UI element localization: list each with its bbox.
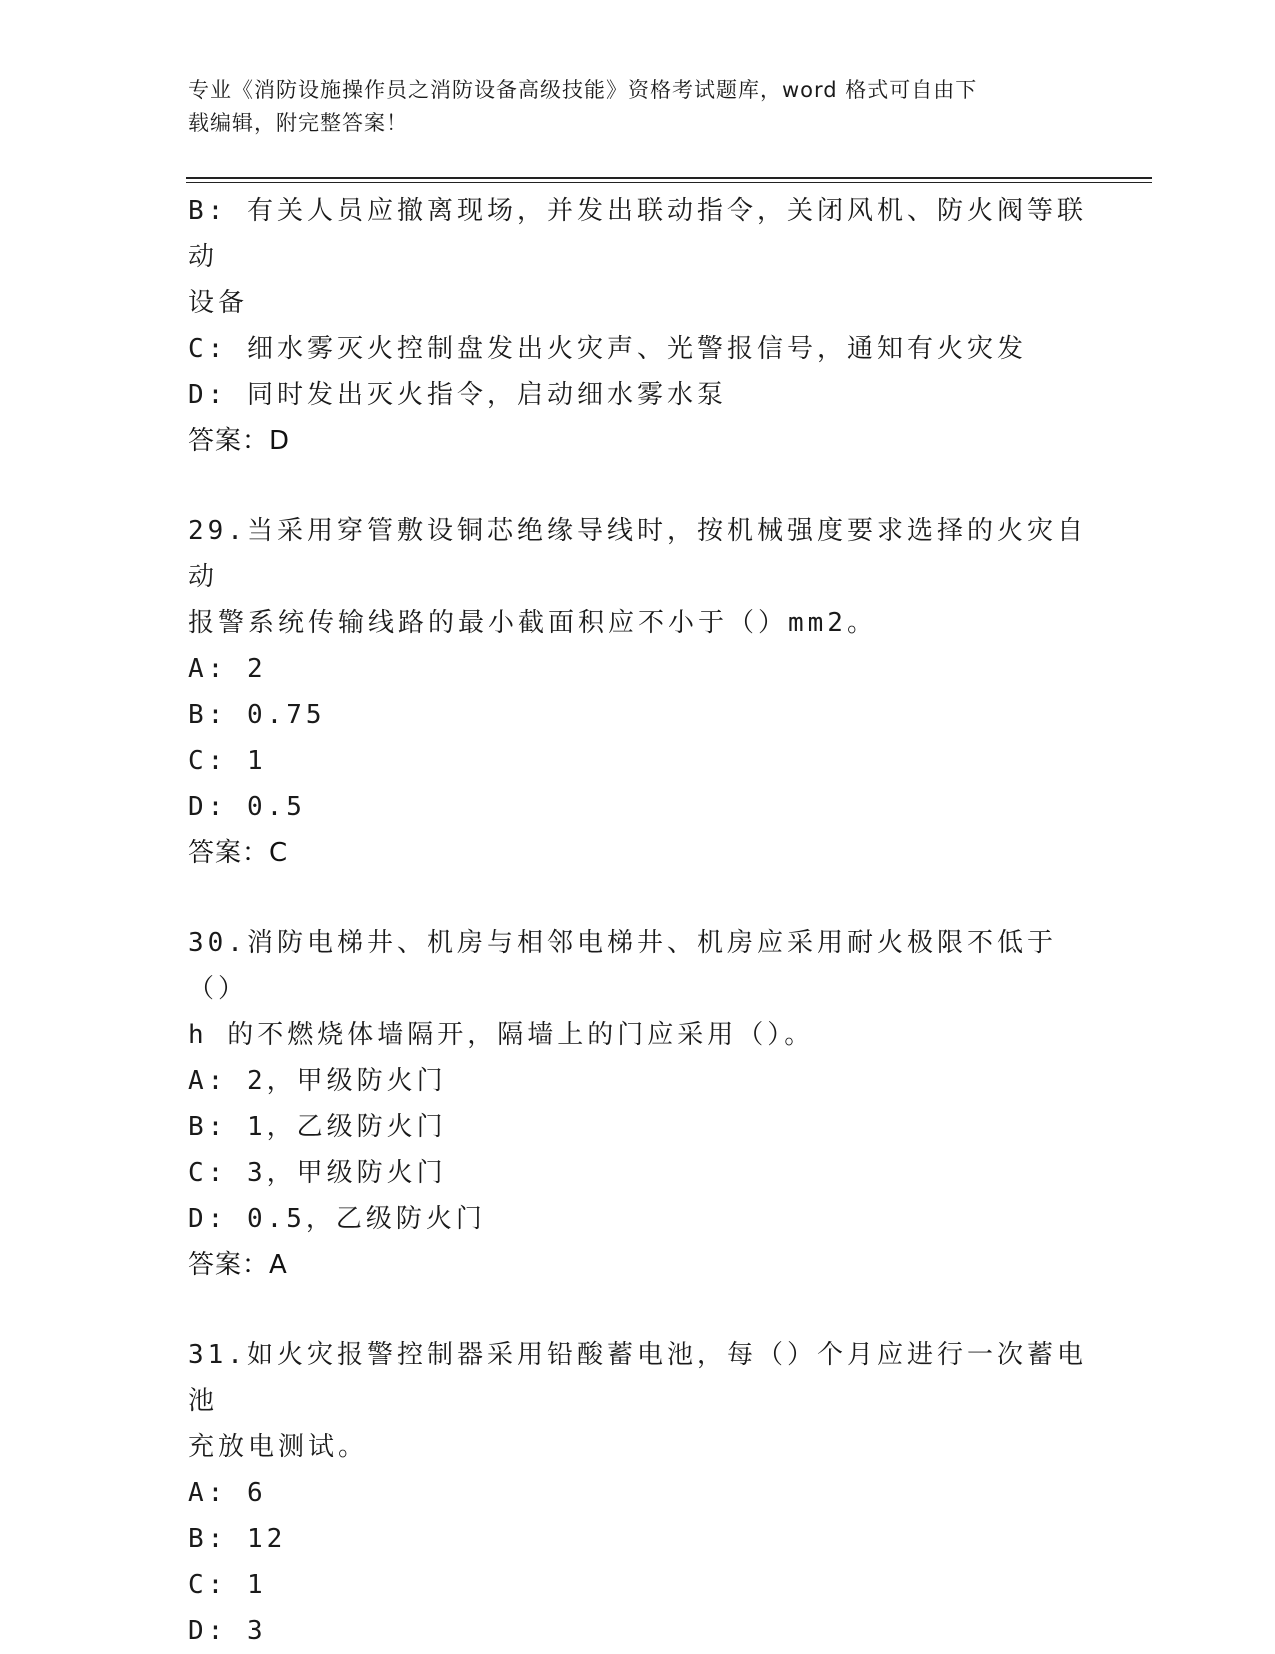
question-stem-continued: 充放电测试。 <box>188 1432 369 1462</box>
option-b: B: 1，乙级防火门 <box>188 1112 447 1142</box>
option-d: D: 同时发出灭火指令，启动细水雾水泵 <box>188 380 727 410</box>
answer: 答案：D <box>188 426 291 456</box>
question-28-continued <box>188 188 1088 464</box>
option-a: A: 2，甲级防火门 <box>188 1066 447 1096</box>
option-b: B: 有关人员应撤离现场，并发出联动指令，关闭风机、防火阀等联动 <box>188 196 1087 272</box>
option-d: D: 3 <box>188 1616 267 1646</box>
option-c: C: 1 <box>188 1570 267 1600</box>
option-d: D: 0.5，乙级防火门 <box>188 1204 486 1234</box>
document-body <box>188 188 1088 1654</box>
spacer <box>188 876 1088 920</box>
option-d: D: 0.5 <box>188 792 306 822</box>
option-c: C: 1 <box>188 746 267 776</box>
answer: 答案：C <box>188 838 289 868</box>
question-31 <box>188 1332 1088 1654</box>
header-line-1: 专业《消防设施操作员之消防设备高级技能》资格考试题库，word 格式可自由下 <box>188 78 978 102</box>
document-header <box>188 74 1068 140</box>
question-stem: 30.消防电梯井、机房与相邻电梯井、机房应采用耐火极限不低于（） <box>188 928 1057 1004</box>
spacer <box>188 464 1088 508</box>
question-29 <box>188 508 1088 876</box>
header-line-2: 载编辑，附完整答案！ <box>188 111 408 135</box>
header-divider-thick <box>186 177 1152 179</box>
option-a: A: 2 <box>188 654 267 684</box>
question-stem: 29.当采用穿管敷设铜芯绝缘导线时，按机械强度要求选择的火灾自动 <box>188 516 1087 592</box>
question-stem: 31.如火灾报警控制器采用铅酸蓄电池，每（）个月应进行一次蓄电池 <box>188 1340 1087 1416</box>
question-30 <box>188 920 1088 1288</box>
question-stem-continued: h 的不燃烧体墙隔开，隔墙上的门应采用（）。 <box>188 1020 815 1050</box>
question-stem-continued: 报警系统传输线路的最小截面积应不小于（）mm2。 <box>188 608 877 638</box>
option-a: A: 6 <box>188 1478 267 1508</box>
option-c: C: 细水雾灭火控制盘发出火灾声、光警报信号，通知有火灾发 <box>188 334 1027 364</box>
option-b: B: 0.75 <box>188 700 326 730</box>
option-b-continued: 设备 <box>188 288 249 318</box>
option-b: B: 12 <box>188 1524 287 1554</box>
spacer <box>188 1288 1088 1332</box>
answer: 答案：A <box>188 1250 288 1280</box>
header-divider-thin <box>186 182 1152 183</box>
option-c: C: 3，甲级防火门 <box>188 1158 447 1188</box>
